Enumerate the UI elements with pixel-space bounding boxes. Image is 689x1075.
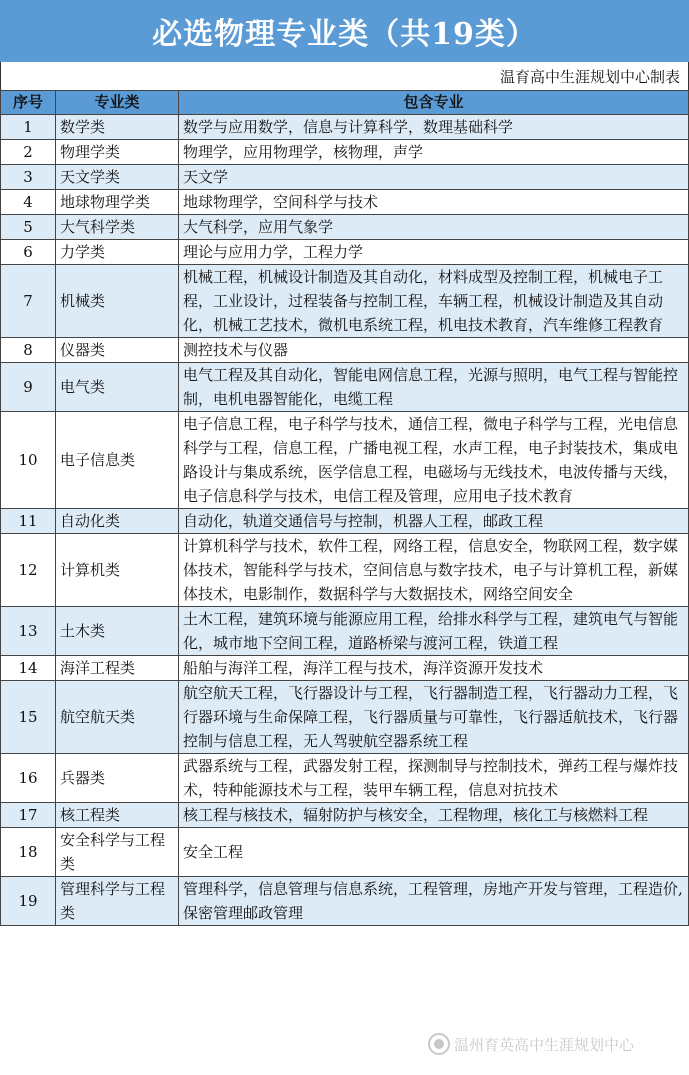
table-row bbox=[1, 215, 689, 240]
row-majors: 数学与应用数学，信息与计算科学，数理基础科学 bbox=[179, 115, 689, 140]
row-category: 机械类 bbox=[56, 265, 179, 338]
row-number: 16 bbox=[1, 754, 56, 803]
row-majors: 船舶与海洋工程，海洋工程与技术，海洋资源开发技术 bbox=[179, 656, 689, 681]
row-majors: 土木工程，建筑环境与能源应用工程，给排水科学与工程，建筑电气与智能化，城市地下空间工程，道路桥梁与渡河工程，铁道工程 bbox=[179, 607, 689, 656]
row-number: 3 bbox=[1, 165, 56, 190]
row-category: 兵器类 bbox=[56, 754, 179, 803]
row-category: 管理科学与工程类 bbox=[56, 877, 179, 926]
table-row bbox=[1, 803, 689, 828]
row-majors: 地球物理学，空间科学与技术 bbox=[179, 190, 689, 215]
header-category: 专业类 bbox=[56, 91, 179, 115]
row-number: 14 bbox=[1, 656, 56, 681]
table-row bbox=[1, 877, 689, 926]
majors-table bbox=[0, 90, 689, 926]
row-category: 数学类 bbox=[56, 115, 179, 140]
row-category: 地球物理学类 bbox=[56, 190, 179, 215]
row-category: 计算机类 bbox=[56, 534, 179, 607]
row-number: 6 bbox=[1, 240, 56, 265]
table-row bbox=[1, 656, 689, 681]
row-majors: 武器系统与工程，武器发射工程，探测制导与控制技术，弹药工程与爆炸技术，特种能源技术与工程，装甲车辆工程，信息对抗技术 bbox=[179, 754, 689, 803]
row-category: 物理学类 bbox=[56, 140, 179, 165]
table-row bbox=[1, 165, 689, 190]
row-category: 安全科学与工程类 bbox=[56, 828, 179, 877]
row-category: 核工程类 bbox=[56, 803, 179, 828]
row-number: 8 bbox=[1, 338, 56, 363]
row-category: 航空航天类 bbox=[56, 681, 179, 754]
table-header-row bbox=[1, 91, 689, 115]
row-majors: 自动化，轨道交通信号与控制，机器人工程，邮政工程 bbox=[179, 509, 689, 534]
watermark-text: 温州育英高中生涯规划中心 bbox=[454, 1035, 635, 1054]
row-majors: 计算机科学与技术，软件工程，网络工程，信息安全，物联网工程，数字媒体技术，智能科学与技术，空间信息与数字技术，电子与计算机工程，新媒体技术，电影制作，数据科学与大数据技术，网络空间安全 bbox=[179, 534, 689, 607]
subtitle-text: 温育高中生涯规划中心制表 bbox=[499, 67, 680, 86]
page-title: 必选物理专业类（共19类） bbox=[0, 0, 689, 62]
row-majors: 理论与应用力学，工程力学 bbox=[179, 240, 689, 265]
row-category: 力学类 bbox=[56, 240, 179, 265]
table-row bbox=[1, 265, 689, 338]
row-category: 天文学类 bbox=[56, 165, 179, 190]
row-category: 自动化类 bbox=[56, 509, 179, 534]
row-majors: 物理学，应用物理学，核物理，声学 bbox=[179, 140, 689, 165]
row-category: 电子信息类 bbox=[56, 412, 179, 509]
row-number: 10 bbox=[1, 412, 56, 509]
row-number: 4 bbox=[1, 190, 56, 215]
row-number: 5 bbox=[1, 215, 56, 240]
header-no: 序号 bbox=[1, 91, 56, 115]
row-majors: 大气科学，应用气象学 bbox=[179, 215, 689, 240]
row-majors: 天文学 bbox=[179, 165, 689, 190]
row-majors: 管理科学，信息管理与信息系统，工程管理，房地产开发与管理，工程造价,保密管理邮政管理 bbox=[179, 877, 689, 926]
table-row bbox=[1, 681, 689, 754]
table-row bbox=[1, 412, 689, 509]
row-number: 11 bbox=[1, 509, 56, 534]
row-number: 7 bbox=[1, 265, 56, 338]
table-row bbox=[1, 828, 689, 877]
row-majors: 电气工程及其自动化，智能电网信息工程，光源与照明，电气工程与智能控制，电机电器智能化，电缆工程 bbox=[179, 363, 689, 412]
row-number: 13 bbox=[1, 607, 56, 656]
subtitle bbox=[0, 62, 689, 90]
watermark bbox=[428, 1033, 634, 1055]
table-row bbox=[1, 754, 689, 803]
wechat-logo-icon bbox=[428, 1033, 450, 1055]
row-majors: 机械工程，机械设计制造及其自动化，材料成型及控制工程，机械电子工程，工业设计，过程装备与控制工程，车辆工程，机械设计制造及其自动化，机械工艺技术，微机电系统工程，机电技术教育，汽车维修工程教育 bbox=[179, 265, 689, 338]
row-majors: 安全工程 bbox=[179, 828, 689, 877]
table-row bbox=[1, 363, 689, 412]
row-category: 大气科学类 bbox=[56, 215, 179, 240]
table-row bbox=[1, 140, 689, 165]
row-category: 海洋工程类 bbox=[56, 656, 179, 681]
row-majors: 测控技术与仪器 bbox=[179, 338, 689, 363]
row-category: 仪器类 bbox=[56, 338, 179, 363]
table-row bbox=[1, 338, 689, 363]
table-row bbox=[1, 190, 689, 215]
row-category: 电气类 bbox=[56, 363, 179, 412]
row-majors: 航空航天工程，飞行器设计与工程，飞行器制造工程，飞行器动力工程，飞行器环境与生命保障工程，飞行器质量与可靠性，飞行器适航技术，飞行器控制与信息工程，无人驾驶航空器系统工程 bbox=[179, 681, 689, 754]
header-majors: 包含专业 bbox=[179, 91, 689, 115]
row-majors: 核工程与核技术，辐射防护与核安全，工程物理，核化工与核燃料工程 bbox=[179, 803, 689, 828]
row-majors: 电子信息工程，电子科学与技术，通信工程，微电子科学与工程，光电信息科学与工程，信息工程，广播电视工程，水声工程，电子封装技术，集成电路设计与集成系统，医学信息工程，电磁场与无线技术，电波传播与天线，电子信息科学与技术，电信工程及管理，应用电子技术教育 bbox=[179, 412, 689, 509]
table-row bbox=[1, 509, 689, 534]
row-number: 2 bbox=[1, 140, 56, 165]
row-category: 土木类 bbox=[56, 607, 179, 656]
row-number: 9 bbox=[1, 363, 56, 412]
row-number: 1 bbox=[1, 115, 56, 140]
table-row bbox=[1, 240, 689, 265]
row-number: 18 bbox=[1, 828, 56, 877]
row-number: 12 bbox=[1, 534, 56, 607]
table-row bbox=[1, 607, 689, 656]
table-row bbox=[1, 534, 689, 607]
row-number: 19 bbox=[1, 877, 56, 926]
row-number: 17 bbox=[1, 803, 56, 828]
row-number: 15 bbox=[1, 681, 56, 754]
table-row bbox=[1, 115, 689, 140]
